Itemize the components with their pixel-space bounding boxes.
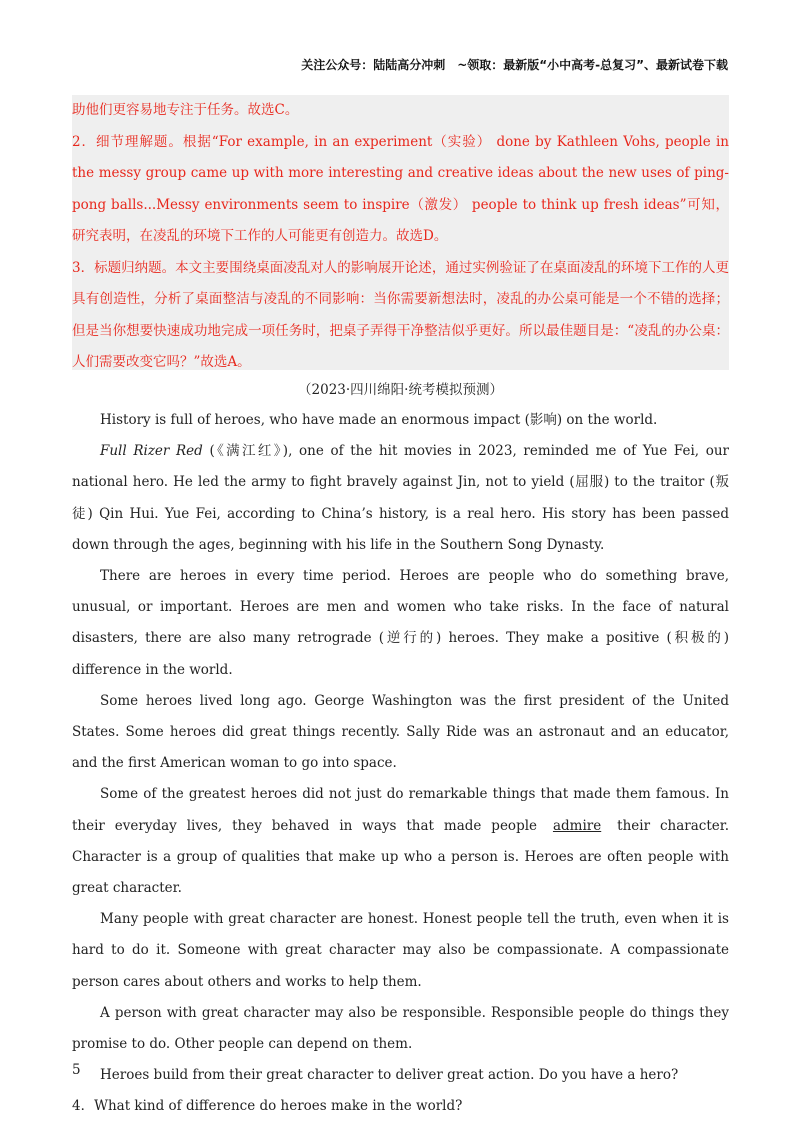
paragraph-5 (72, 779, 729, 904)
answer-item-3: 3．标题归纳题。本文主要围绕桌面凌乱对人的影响展开论述，通过实例验证了在桌面凌乱的环境下工作的人更具有创造性，分析了桌面整洁与凌乱的不同影响：当你需要新想法时，凌乱的办公桌可能是一个不错的选择；但是当你想要快速成功地完成一项任务时，把桌子弄得干净整洁似乎更好。所以最佳题目是：“凌乱的办公桌：人们需要改变它吗？”故选A。 (72, 259, 729, 370)
reading-passage (72, 405, 729, 1123)
paragraph-5-before: Some of the greatest heroes did not just do remarkable things that made them famous. In their everyday lives, they behaved in ways that made people (72, 786, 729, 834)
page-header: 关注公众号：陆陆高分冲刺 ~领取：最新版“小中高考-总复习”、最新试卷下载 (301, 58, 728, 72)
paragraph-3: There are heroes in every time period. Heroes are people who do something brave, unusual, or important. Heroes are men and women who take risks. In the face of natural disasters, there are also many retrograde (逆行的) heroes. They make a positive (积极的) difference in the world. (72, 568, 729, 678)
paragraph-1: History is full of heroes, who have made an enormous impact (影响) on the world. (100, 412, 658, 428)
paragraph-8: Heroes build from their great character to deliver great action. Do you have a hero? (100, 1067, 679, 1084)
paragraph-6: Many people with great character are honest. Honest people tell the truth, even when it is hard to do it. Someone with great character may also be compassionate. A compassionate person cares about others and works to help them. (72, 911, 729, 990)
answer-line-1: 助他们更容易地专注于任务。故选C。 (72, 102, 299, 118)
paragraph-2 (72, 436, 729, 561)
page-number: 5 (72, 1062, 81, 1078)
answer-explanation-box (72, 95, 729, 370)
paragraph-5-after: their character. Character is a group of qualities that make up who a person is. Heroes are often people with great character. (72, 817, 729, 897)
movie-title: Full Rizer Red (100, 443, 203, 460)
paragraph-2-text: (《满江红》), one of the hit movies in 2023, reminded me of Yue Fei, our national hero. He led the army to fight bravely against Jin, not to yield (屈服) to the traitor (叛徒) Qin Hui. Yue Fei, according to China’s history, is a real hero. His story has been passed down through the ages, beginning with his life in the Southern Song Dynasty. (72, 443, 729, 553)
question-4: 4．What kind of difference do heroes make in the world? (72, 1098, 463, 1115)
passage-source: （2023·四川绵阳·统考模拟预测） (298, 382, 503, 398)
answer-item-2: 2．细节理解题。根据“For example, in an experiment（实验） done by Kathleen Vohs, people in the messy group came up with more interesting and creative ideas about the new uses of ping-pong balls...Messy environments seem to inspire（激发） people to think up fresh ideas”可知，研究表明，在凌乱的环境下工作的人可能更有创造力。故选D。 (72, 133, 729, 244)
underlined-word: admire (552, 817, 602, 834)
paragraph-4: Some heroes lived long ago. George Washington was the first president of the United States. Some heroes did great things recently. Sally Ride was an astronaut and an educator, and the first American woman to go into space. (72, 692, 729, 772)
paragraph-7: A person with great character may also be responsible. Responsible people do things they promise to do. Other people can depend on them. (72, 1004, 729, 1053)
